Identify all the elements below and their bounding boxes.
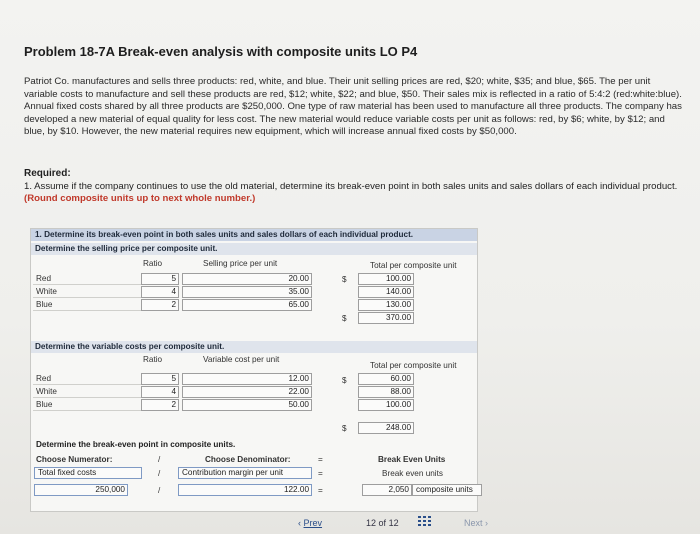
selling-total-input[interactable]: 140.00 — [358, 286, 414, 298]
variable-cost-input[interactable]: 50.00 — [182, 399, 312, 411]
row-equals: = — [318, 469, 323, 478]
required-text — [24, 181, 686, 206]
variable-total-input[interactable]: 88.00 — [358, 386, 414, 398]
variable-col-ratio: Ratio — [143, 355, 163, 364]
selling-col-total: Total per composite unit — [370, 261, 457, 270]
panel-header: 1. Determine its break-even point in both sales units and sales dollars of each individual product. — [31, 229, 477, 241]
variable-col-total: Total per composite unit — [370, 361, 457, 370]
selling-total-input[interactable]: 100.00 — [358, 273, 414, 285]
next-button[interactable] — [464, 518, 488, 528]
selling-total-input[interactable]: 130.00 — [358, 299, 414, 311]
problem-description: Patriot Co. manufactures and sells three products: red, white, and blue. Their unit selling prices are red, $20; white, $35; and blue, $65. The per unit variable costs to manufacture and sell these products are red, $12; white, $22; and blue, $50. Their sales mix is reflected in a ratio of 5:4:2 (red:white:blue). Annual fixed costs shared by all three products are $250,000. One type of raw material has been used to manufacture all three products. The company has developed a new material of equal quality for less cost. The new material would reduce variable costs per unit as follows: red, by $6; white, by $12; and blue, by $10. However, the new material requires new equipment, which will increase annual fixed costs by $50,000. — [24, 76, 682, 138]
required-note: (Round composite units up to next whole number.) — [24, 193, 256, 205]
variable-ratio-input[interactable]: 2 — [141, 399, 179, 411]
variable-row-label: Red — [33, 373, 141, 385]
breakeven-section-title: Determine the break-even point in composite units. — [36, 440, 236, 449]
variable-ratio-input[interactable]: 4 — [141, 386, 179, 398]
selling-row-label: Red — [33, 273, 141, 285]
selling-row-label: White — [33, 286, 141, 298]
value-slash: / — [158, 486, 161, 495]
variable-cost-input[interactable]: 12.00 — [182, 373, 312, 385]
page-title: Problem 18-7A Break-even analysis with composite units LO P4 — [24, 44, 418, 59]
denominator-input[interactable]: 122.00 — [178, 484, 312, 496]
page-of: of — [378, 518, 387, 528]
chevron-right-icon: › — [485, 518, 489, 528]
chevron-left-icon: ‹ — [298, 518, 301, 528]
selling-row-label: Blue — [33, 299, 141, 311]
required-heading: Required: — [24, 168, 71, 179]
result-unit: composite units — [412, 484, 482, 496]
variable-sum-dollar: $ — [342, 424, 347, 433]
variable-total-input[interactable]: 100.00 — [358, 399, 414, 411]
page-total: 12 — [388, 518, 399, 528]
variable-section-title: Determine the variable costs per composite unit. — [31, 341, 477, 353]
numerator-header: Choose Numerator: — [36, 455, 113, 464]
variable-cost-input[interactable]: 22.00 — [182, 386, 312, 398]
numerator-select[interactable]: Total fixed costs — [34, 467, 142, 479]
selling-ratio-input[interactable]: 4 — [141, 286, 179, 298]
selling-section-title: Determine the selling price per composite unit. — [31, 243, 477, 255]
denominator-header: Choose Denominator: — [205, 455, 291, 464]
result-input[interactable]: 2,050 — [362, 484, 412, 496]
variable-col-cost: Variable cost per unit — [203, 355, 280, 364]
required-question: 1. Assume if the company continues to use the old material, determine its break-even point in both sales units and sales dollars of each individual product. — [24, 181, 678, 192]
selling-price-input[interactable]: 35.00 — [182, 286, 312, 298]
prev-button[interactable] — [298, 518, 322, 528]
prev-label: Prev — [303, 518, 323, 528]
variable-total-input[interactable]: 60.00 — [358, 373, 414, 385]
result-label: Break even units — [382, 469, 443, 478]
selling-ratio-input[interactable]: 2 — [141, 299, 179, 311]
numerator-input[interactable]: 250,000 — [34, 484, 128, 496]
row-slash: / — [158, 469, 161, 478]
selling-col-price: Selling price per unit — [203, 259, 278, 268]
denominator-equals: = — [318, 455, 323, 464]
selling-sum-dollar: $ — [342, 314, 347, 323]
result-header: Break Even Units — [378, 455, 446, 464]
selling-col-ratio: Ratio — [143, 259, 163, 268]
grid-icon[interactable] — [418, 516, 432, 530]
selling-sum-total[interactable]: 370.00 — [358, 312, 414, 324]
variable-ratio-input[interactable]: 5 — [141, 373, 179, 385]
selling-price-input[interactable]: 65.00 — [182, 299, 312, 311]
variable-row-label: White — [33, 386, 141, 398]
numerator-slash: / — [158, 455, 161, 464]
value-equals: = — [318, 486, 323, 495]
variable-sum-total[interactable]: 248.00 — [358, 422, 414, 434]
next-label: Next — [464, 518, 483, 528]
page-indicator — [366, 518, 399, 528]
selling-price-input[interactable]: 20.00 — [182, 273, 312, 285]
selling-total-dollar: $ — [342, 275, 347, 284]
selling-ratio-input[interactable]: 5 — [141, 273, 179, 285]
variable-total-dollar: $ — [342, 376, 347, 385]
variable-row-label: Blue — [33, 399, 141, 411]
denominator-select[interactable]: Contribution margin per unit — [178, 467, 312, 479]
page-current: 12 — [366, 518, 377, 528]
